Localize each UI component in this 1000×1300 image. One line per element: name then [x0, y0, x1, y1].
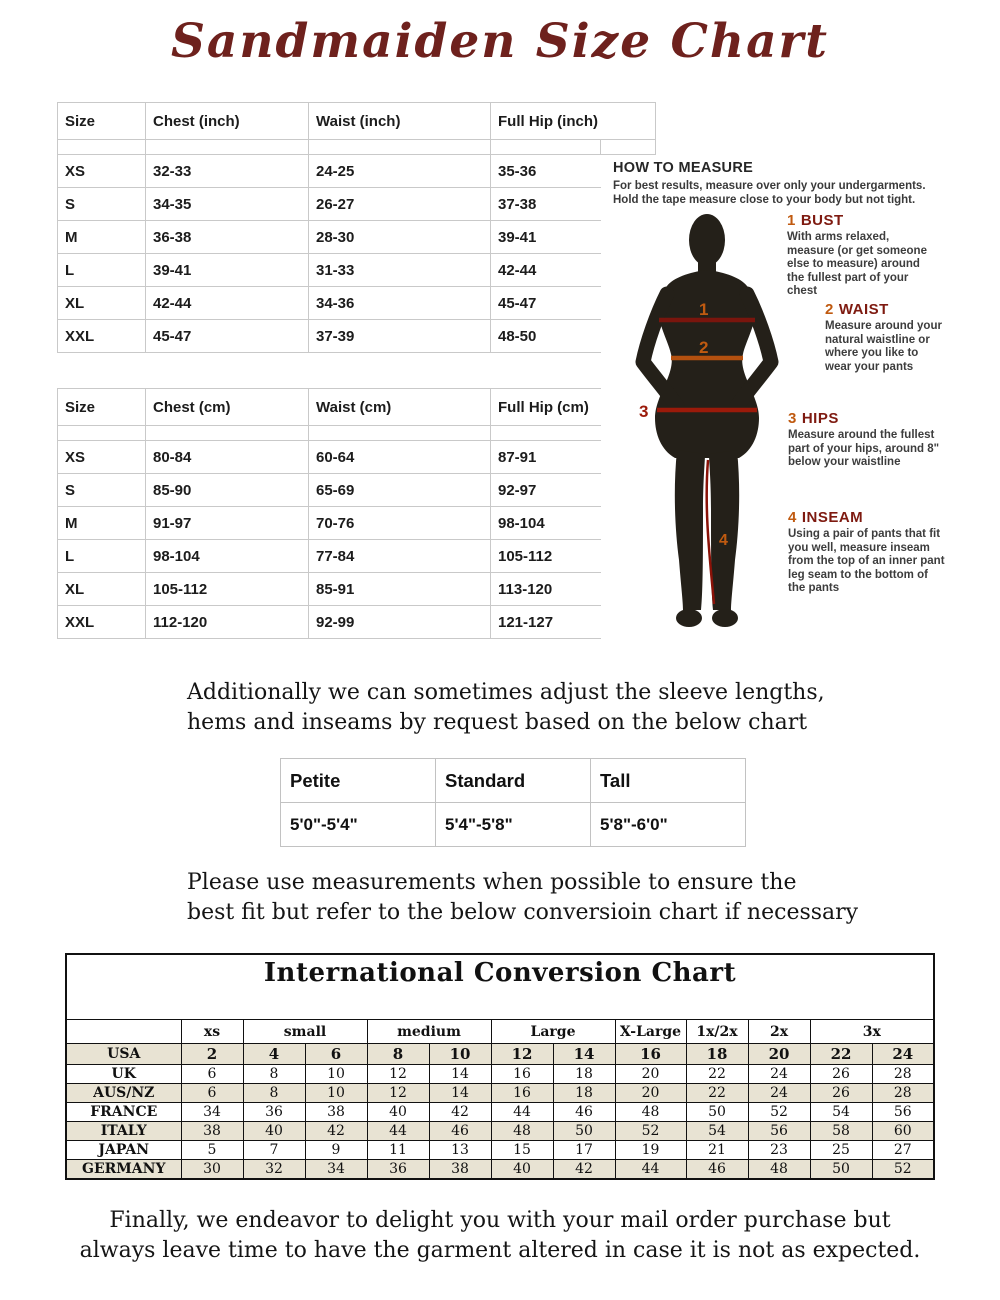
size-value-cell: 30: [181, 1160, 243, 1180]
size-value-cell: 4: [243, 1044, 305, 1065]
table-cell: 5'4"-5'8": [436, 803, 591, 847]
spacer-row: [58, 426, 601, 441]
table-cell: S: [58, 474, 146, 507]
conversion-row: [66, 1065, 934, 1084]
step-text: Measure around your natural waistline or where you like to wear your pants: [825, 320, 942, 373]
size-value-cell: 22: [686, 1065, 748, 1084]
table-cell: 70-76: [309, 507, 491, 540]
step-text: Using a pair of pants that fit you well, measure inseam from the top of an inner pant leg seam to the bottom of the pants: [788, 528, 945, 594]
measurement-figure: [615, 210, 800, 642]
size-value-cell: 56: [872, 1103, 934, 1122]
size-value-cell: 26: [810, 1065, 872, 1084]
height-range-table: [280, 758, 746, 847]
size-value-cell: 12: [491, 1044, 553, 1065]
size-value-cell: 24: [872, 1044, 934, 1065]
table-cell: 34-36: [309, 287, 491, 320]
table-cell: 34-35: [146, 188, 309, 221]
note-line: Additionally we can sometimes adjust the sleeve lengths,: [187, 680, 825, 705]
table-row: [58, 287, 656, 320]
note-line: best fit but refer to the below conversioin chart if necessary: [187, 900, 859, 925]
step-inseam: [788, 509, 948, 596]
size-value-cell: 38: [305, 1103, 367, 1122]
table-cell: 32-33: [146, 155, 309, 188]
size-value-cell: 42: [429, 1103, 491, 1122]
table-cell: 36-38: [146, 221, 309, 254]
size-value-cell: 38: [429, 1160, 491, 1180]
note-line: Finally, we endeavor to delight you with your mail order purchase but: [109, 1208, 891, 1233]
size-value-cell: 16: [491, 1084, 553, 1103]
table-cell: 113-120: [491, 573, 601, 606]
country-label: ITALY: [66, 1122, 181, 1141]
size-value-cell: 13: [429, 1141, 491, 1160]
country-label: USA: [66, 1044, 181, 1065]
size-value-cell: 48: [748, 1160, 810, 1180]
size-value-cell: 38: [181, 1122, 243, 1141]
step-waist: [825, 301, 945, 374]
size-value-cell: 46: [429, 1122, 491, 1141]
size-value-cell: 9: [305, 1141, 367, 1160]
table-cell: XL: [58, 573, 146, 606]
size-value-cell: 58: [810, 1122, 872, 1141]
size-value-cell: 20: [615, 1084, 686, 1103]
column-header: Standard: [436, 759, 591, 803]
how-to-measure-intro: [613, 180, 953, 207]
table-cell: 35-36: [491, 155, 601, 188]
conversion-group-header-row: [66, 1020, 934, 1044]
conversion-row: [66, 1160, 934, 1180]
table-row: [58, 320, 656, 353]
table-cell: 85-90: [146, 474, 309, 507]
size-value-cell: 54: [686, 1122, 748, 1141]
size-value-cell: 36: [243, 1103, 305, 1122]
table-cell: XS: [58, 441, 146, 474]
table-cell: 45-47: [491, 287, 601, 320]
size-value-cell: 14: [429, 1084, 491, 1103]
table-cell: M: [58, 507, 146, 540]
table-cell: 45-47: [146, 320, 309, 353]
size-value-cell: 28: [872, 1065, 934, 1084]
column-header: Full Hip (inch): [491, 103, 656, 140]
size-value-cell: 50: [553, 1122, 615, 1141]
size-value-cell: 12: [367, 1065, 429, 1084]
country-label: FRANCE: [66, 1103, 181, 1122]
figure-label-waist: 2: [699, 338, 709, 357]
table-cell: 98-104: [491, 507, 601, 540]
measurement-note: [187, 868, 858, 928]
table-cell: 37-39: [309, 320, 491, 353]
inch-table-header-row: [58, 103, 656, 140]
table-cell: XL: [58, 287, 146, 320]
size-value-cell: 24: [748, 1065, 810, 1084]
size-value-cell: 52: [615, 1122, 686, 1141]
country-label: UK: [66, 1065, 181, 1084]
size-value-cell: 48: [615, 1103, 686, 1122]
column-header: Tall: [591, 759, 746, 803]
size-value-cell: 36: [367, 1160, 429, 1180]
column-header: Full Hip (cm): [491, 389, 601, 426]
size-value-cell: 56: [748, 1122, 810, 1141]
conversion-chart-title: International Conversion Chart: [66, 954, 934, 1020]
step-name: INSEAM: [801, 509, 864, 526]
cm-table-header-row: [58, 389, 601, 426]
table-cell: 87-91: [491, 441, 601, 474]
size-value-cell: 40: [243, 1122, 305, 1141]
size-value-cell: 5: [181, 1141, 243, 1160]
table-row: [58, 606, 601, 639]
table-row: [281, 803, 746, 847]
size-value-cell: 42: [553, 1160, 615, 1180]
conversion-row: [66, 1141, 934, 1160]
table-cell: 77-84: [309, 540, 491, 573]
size-value-cell: 40: [491, 1160, 553, 1180]
figure-right-foot: [712, 609, 738, 627]
size-value-cell: 14: [553, 1044, 615, 1065]
size-value-cell: 52: [872, 1160, 934, 1180]
size-value-cell: 14: [429, 1065, 491, 1084]
size-value-cell: 18: [686, 1044, 748, 1065]
table-cell: 85-91: [309, 573, 491, 606]
size-value-cell: 16: [615, 1044, 686, 1065]
step-text: Measure around the fullest part of your hips, around 8" below your waistline: [788, 429, 940, 468]
size-value-cell: 8: [243, 1065, 305, 1084]
size-value-cell: 50: [686, 1103, 748, 1122]
country-label: GERMANY: [66, 1160, 181, 1180]
size-value-cell: 7: [243, 1141, 305, 1160]
size-value-cell: 25: [810, 1141, 872, 1160]
table-cell: 92-99: [309, 606, 491, 639]
table-cell: 112-120: [146, 606, 309, 639]
table-cell: 39-41: [146, 254, 309, 287]
table-row: [58, 441, 601, 474]
size-value-cell: 44: [491, 1103, 553, 1122]
column-header: Size: [58, 389, 146, 426]
size-group-header: 1x/2x: [686, 1020, 748, 1044]
table-cell: 92-97: [491, 474, 601, 507]
figure-left-leg: [675, 450, 705, 610]
size-group-header: X-Large: [615, 1020, 686, 1044]
size-value-cell: 46: [553, 1103, 615, 1122]
size-value-cell: 54: [810, 1103, 872, 1122]
size-value-cell: 44: [367, 1122, 429, 1141]
size-value-cell: 26: [810, 1084, 872, 1103]
note-line: hems and inseams by request based on the below chart: [187, 710, 808, 735]
inch-size-table: [57, 102, 656, 353]
table-cell: 91-97: [146, 507, 309, 540]
size-value-cell: 22: [810, 1044, 872, 1065]
note-line: always leave time to have the garment altered in case it is not as expected.: [79, 1238, 921, 1263]
cm-size-table: [57, 388, 601, 639]
step-heading: [825, 301, 945, 318]
table-cell: 5'0"-5'4": [281, 803, 436, 847]
table-cell: 80-84: [146, 441, 309, 474]
table-cell: 24-25: [309, 155, 491, 188]
country-label: JAPAN: [66, 1141, 181, 1160]
table-cell: 121-127: [491, 606, 601, 639]
table-row: [58, 221, 656, 254]
step-number: 3: [788, 410, 797, 427]
table-cell: XXL: [58, 606, 146, 639]
table-cell: 42-44: [146, 287, 309, 320]
size-value-cell: 34: [181, 1103, 243, 1122]
size-group-header: 3x: [810, 1020, 934, 1044]
size-value-cell: 32: [243, 1160, 305, 1180]
size-value-cell: 21: [686, 1141, 748, 1160]
table-cell: XS: [58, 155, 146, 188]
table-cell: 31-33: [309, 254, 491, 287]
step-number: 2: [825, 301, 834, 318]
step-heading: [787, 212, 932, 229]
table-row: [58, 188, 656, 221]
table-cell: XXL: [58, 320, 146, 353]
step-hips: [788, 410, 948, 470]
table-cell: 105-112: [146, 573, 309, 606]
size-value-cell: 48: [491, 1122, 553, 1141]
table-row: [58, 540, 601, 573]
table-cell: S: [58, 188, 146, 221]
size-value-cell: 42: [305, 1122, 367, 1141]
table-cell: 105-112: [491, 540, 601, 573]
intro-line: Hold the tape measure close to your body but not tight.: [613, 193, 916, 206]
conversion-row: [66, 1103, 934, 1122]
size-value-cell: 6: [181, 1065, 243, 1084]
column-header: Size: [58, 103, 146, 140]
conversion-row: [66, 1044, 934, 1065]
height-table-header-row: [281, 759, 746, 803]
size-value-cell: 27: [872, 1141, 934, 1160]
column-header: Waist (inch): [309, 103, 491, 140]
size-value-cell: 20: [748, 1044, 810, 1065]
adjustment-note: [187, 678, 825, 738]
step-heading: [788, 410, 948, 427]
size-value-cell: 10: [429, 1044, 491, 1065]
table-cell: 37-38: [491, 188, 601, 221]
figure-label-hips: 3: [639, 402, 649, 421]
size-value-cell: 44: [615, 1160, 686, 1180]
table-row: [58, 507, 601, 540]
country-label: AUS/NZ: [66, 1084, 181, 1103]
size-value-cell: 2: [181, 1044, 243, 1065]
corner-cell: [66, 1020, 181, 1044]
step-bust: [787, 212, 932, 299]
table-row: [58, 573, 601, 606]
table-cell: 60-64: [309, 441, 491, 474]
step-number: 1: [787, 212, 796, 229]
table-cell: M: [58, 221, 146, 254]
size-value-cell: 16: [491, 1065, 553, 1084]
intro-line: For best results, measure over only your undergarments.: [613, 180, 926, 192]
step-text: With arms relaxed, measure (or get someone else to measure) around the fullest part of your chest: [787, 231, 927, 297]
table-cell: 65-69: [309, 474, 491, 507]
size-value-cell: 6: [305, 1044, 367, 1065]
table-cell: 48-50: [491, 320, 601, 353]
size-value-cell: 23: [748, 1141, 810, 1160]
column-header: Chest (inch): [146, 103, 309, 140]
table-cell: 42-44: [491, 254, 601, 287]
table-cell: 98-104: [146, 540, 309, 573]
size-value-cell: 8: [367, 1044, 429, 1065]
step-name: BUST: [800, 212, 844, 229]
table-cell: 5'8"-6'0": [591, 803, 746, 847]
table-row: [58, 254, 656, 287]
step-number: 4: [788, 509, 797, 526]
figure-label-inseam: 4: [719, 532, 728, 549]
size-value-cell: 18: [553, 1084, 615, 1103]
size-value-cell: 28: [872, 1084, 934, 1103]
table-row: [58, 155, 656, 188]
size-value-cell: 15: [491, 1141, 553, 1160]
figure-label-bust: 1: [699, 300, 709, 319]
step-name: WAIST: [838, 301, 889, 318]
size-value-cell: 34: [305, 1160, 367, 1180]
size-group-header: small: [243, 1020, 367, 1044]
step-heading: [788, 509, 948, 526]
step-name: HIPS: [801, 410, 839, 427]
size-value-cell: 50: [810, 1160, 872, 1180]
size-value-cell: 40: [367, 1103, 429, 1122]
conversion-title-row: [66, 954, 934, 1020]
table-cell: 26-27: [309, 188, 491, 221]
international-conversion-chart: [65, 953, 935, 1180]
size-value-cell: 24: [748, 1084, 810, 1103]
conversion-row: [66, 1122, 934, 1141]
size-value-cell: 52: [748, 1103, 810, 1122]
footer-note: [0, 1206, 1000, 1266]
page-title: Sandmaiden Size Chart: [170, 14, 830, 69]
size-value-cell: 11: [367, 1141, 429, 1160]
figure-left-foot: [676, 609, 702, 627]
conversion-row: [66, 1084, 934, 1103]
size-value-cell: 22: [686, 1084, 748, 1103]
size-value-cell: 6: [181, 1084, 243, 1103]
note-line: Please use measurements when possible to ensure the: [187, 870, 797, 895]
how-to-measure-title: HOW TO MEASURE: [613, 160, 754, 176]
size-value-cell: 20: [615, 1065, 686, 1084]
size-value-cell: 8: [243, 1084, 305, 1103]
size-group-header: 2x: [748, 1020, 810, 1044]
size-value-cell: 18: [553, 1065, 615, 1084]
size-value-cell: 17: [553, 1141, 615, 1160]
size-value-cell: 46: [686, 1160, 748, 1180]
size-group-header: medium: [367, 1020, 491, 1044]
column-header: Petite: [281, 759, 436, 803]
table-cell: 39-41: [491, 221, 601, 254]
size-value-cell: 60: [872, 1122, 934, 1141]
size-value-cell: 10: [305, 1065, 367, 1084]
size-group-header: xs: [181, 1020, 243, 1044]
column-header: Chest (cm): [146, 389, 309, 426]
table-row: [58, 474, 601, 507]
table-cell: L: [58, 540, 146, 573]
column-header: Waist (cm): [309, 389, 491, 426]
spacer-row: [58, 140, 656, 155]
size-value-cell: 12: [367, 1084, 429, 1103]
size-value-cell: 10: [305, 1084, 367, 1103]
size-group-header: Large: [491, 1020, 615, 1044]
table-cell: L: [58, 254, 146, 287]
size-value-cell: 19: [615, 1141, 686, 1160]
table-cell: 28-30: [309, 221, 491, 254]
